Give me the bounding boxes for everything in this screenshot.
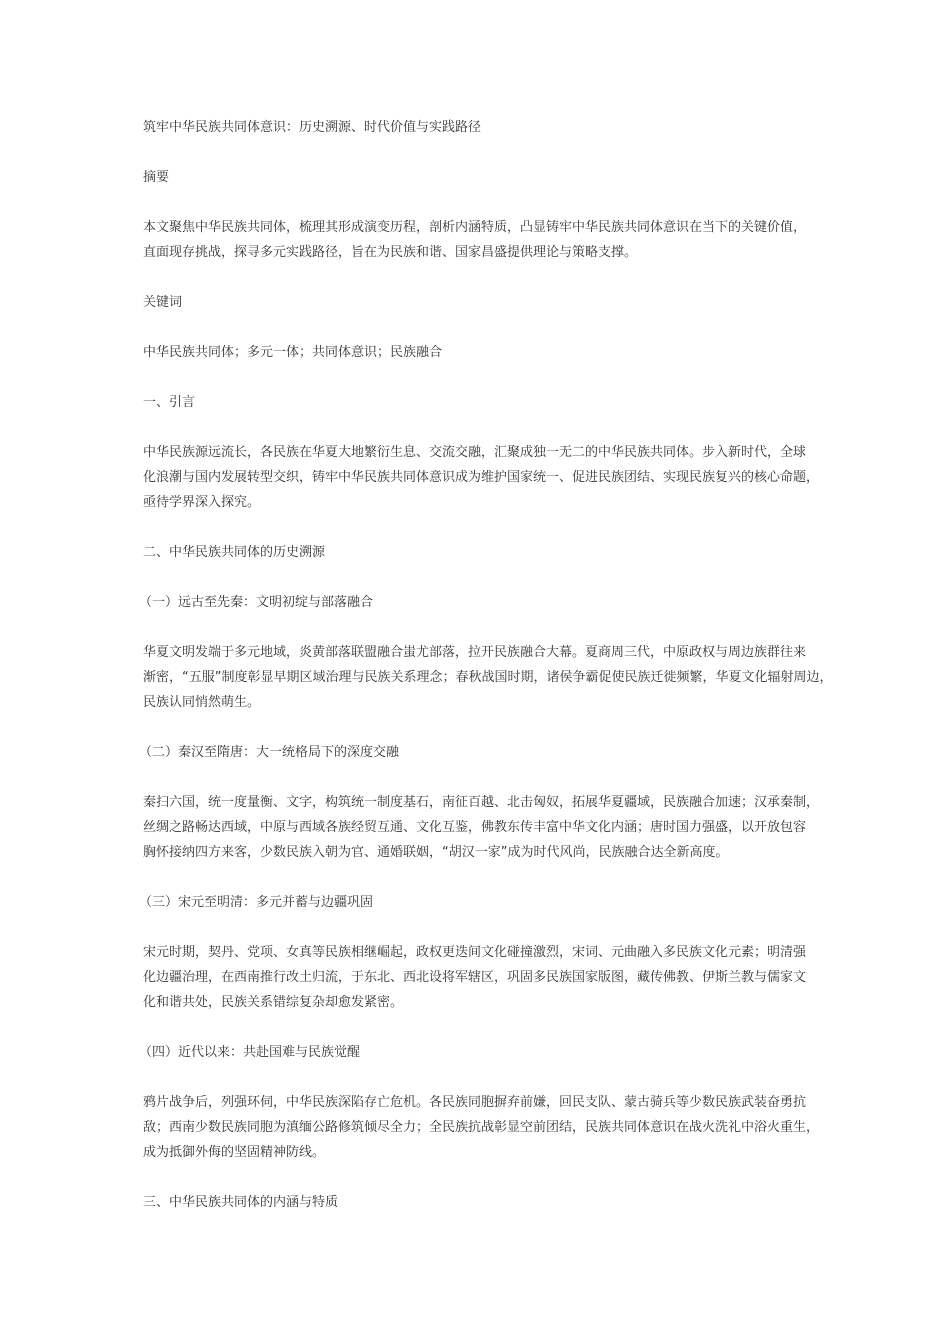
- text-line: 成为抵御外侮的坚固精神防线。: [143, 1145, 326, 1160]
- subsection-heading: （一）远古至先秦：文明初绽与部落融合: [139, 595, 374, 610]
- keywords-heading: 关键词: [143, 295, 183, 310]
- text-line: 化浪潮与国内发展转型交织，铸牢中华民族共同体意识成为维护国家统一、促进民族团结、实现民族复兴的核心命题，: [143, 470, 820, 485]
- text-line: 中华民族源远流长，各民族在华夏大地繁衍生息、交流交融，汇聚成独一无二的中华民族共同体。步入新时代，全球: [143, 445, 807, 460]
- text-line: 敌；西南少数民族同胞为滇缅公路修筑倾尽全力；全民族抗战彰显空前团结，民族共同体意识在战火洗礼中浴火重生，: [143, 1120, 820, 1135]
- text-line: 丝绸之路畅达西域，中原与西域各族经贸互通、文化互鉴，佛教东传丰富中华文化内涵；唐时国力强盛，以开放包容: [143, 820, 807, 835]
- subsection-heading: （四）近代以来：共赴国难与民族觉醒: [139, 1045, 361, 1060]
- text-line: 直面现存挑战，探寻多元实践路径，旨在为民族和谐、国家昌盛提供理论与策略支撑。: [143, 245, 638, 260]
- subsection-paragraph: [143, 940, 823, 1015]
- text-line: 民族认同悄然萌生。: [143, 695, 261, 710]
- document-body: [139, 115, 833, 1240]
- text-line: 胸怀接纳四方来客，少数民族入朝为官、通婚联姻，“胡汉一家”成为时代风尚，民族融合达全新高度。: [143, 845, 729, 860]
- subsection-heading: （二）秦汉至隋唐：大一统格局下的深度交融: [139, 745, 400, 760]
- text-line: 化和谐共处，民族关系错综复杂却愈发紧密。: [143, 995, 404, 1010]
- abstract-paragraph: [143, 215, 823, 265]
- subsection-heading: （三）宋元至明清：多元并蓄与边疆巩固: [139, 895, 374, 910]
- subsection-paragraph: [143, 640, 833, 715]
- text-line: 华夏文明发端于多元地域，炎黄部落联盟融合蚩尤部落，拉开民族融合大幕。夏商周三代，中原政权与周边族群往来: [143, 645, 807, 660]
- text-line: 宋元时期，契丹、党项、女真等民族相继崛起，政权更迭间文化碰撞激烈，宋词、元曲融入多民族文化元素；明清强: [143, 945, 807, 960]
- section-heading-history: 二、中华民族共同体的历史溯源: [143, 545, 326, 560]
- abstract-heading: 摘要: [143, 170, 170, 185]
- text-line: 渐密，“五服”制度彰显早期区域治理与民族关系理念；春秋战国时期，诸侯争霸促使民族迁徙频繁，华夏文化辐射周边，: [143, 670, 833, 685]
- text-line: 秦扫六国，统一度量衡、文字，构筑统一制度基石，南征百越、北击匈奴，拓展华夏疆域，民族融合加速；汉承秦制，: [143, 795, 820, 810]
- subsection-paragraph: [143, 790, 823, 865]
- document-title: 筑牢中华民族共同体意识：历史溯源、时代价值与实践路径: [143, 120, 482, 135]
- introduction-paragraph: [143, 440, 823, 515]
- keywords-list: 中华民族共同体；多元一体；共同体意识；民族融合: [143, 345, 443, 360]
- text-line: 鸦片战争后，列强环伺，中华民族深陷存亡危机。各民族同胞摒弃前嫌，回民支队、蒙古骑兵等少数民族武装奋勇抗: [143, 1095, 807, 1110]
- section-heading-connotation: 三、中华民族共同体的内涵与特质: [143, 1195, 339, 1210]
- section-heading-introduction: 一、引言: [143, 395, 196, 410]
- text-line: 本文聚焦中华民族共同体，梳理其形成演变历程，剖析内涵特质，凸显铸牢中华民族共同体意识在当下的关键价值，: [143, 220, 807, 235]
- text-line: 亟待学界深入探究。: [143, 495, 261, 510]
- subsection-paragraph: [143, 1090, 823, 1165]
- text-line: 化边疆治理，在西南推行改土归流，于东北、西北设将军辖区，巩固多民族国家版图，藏传佛教、伊斯兰教与儒家文: [143, 970, 807, 985]
